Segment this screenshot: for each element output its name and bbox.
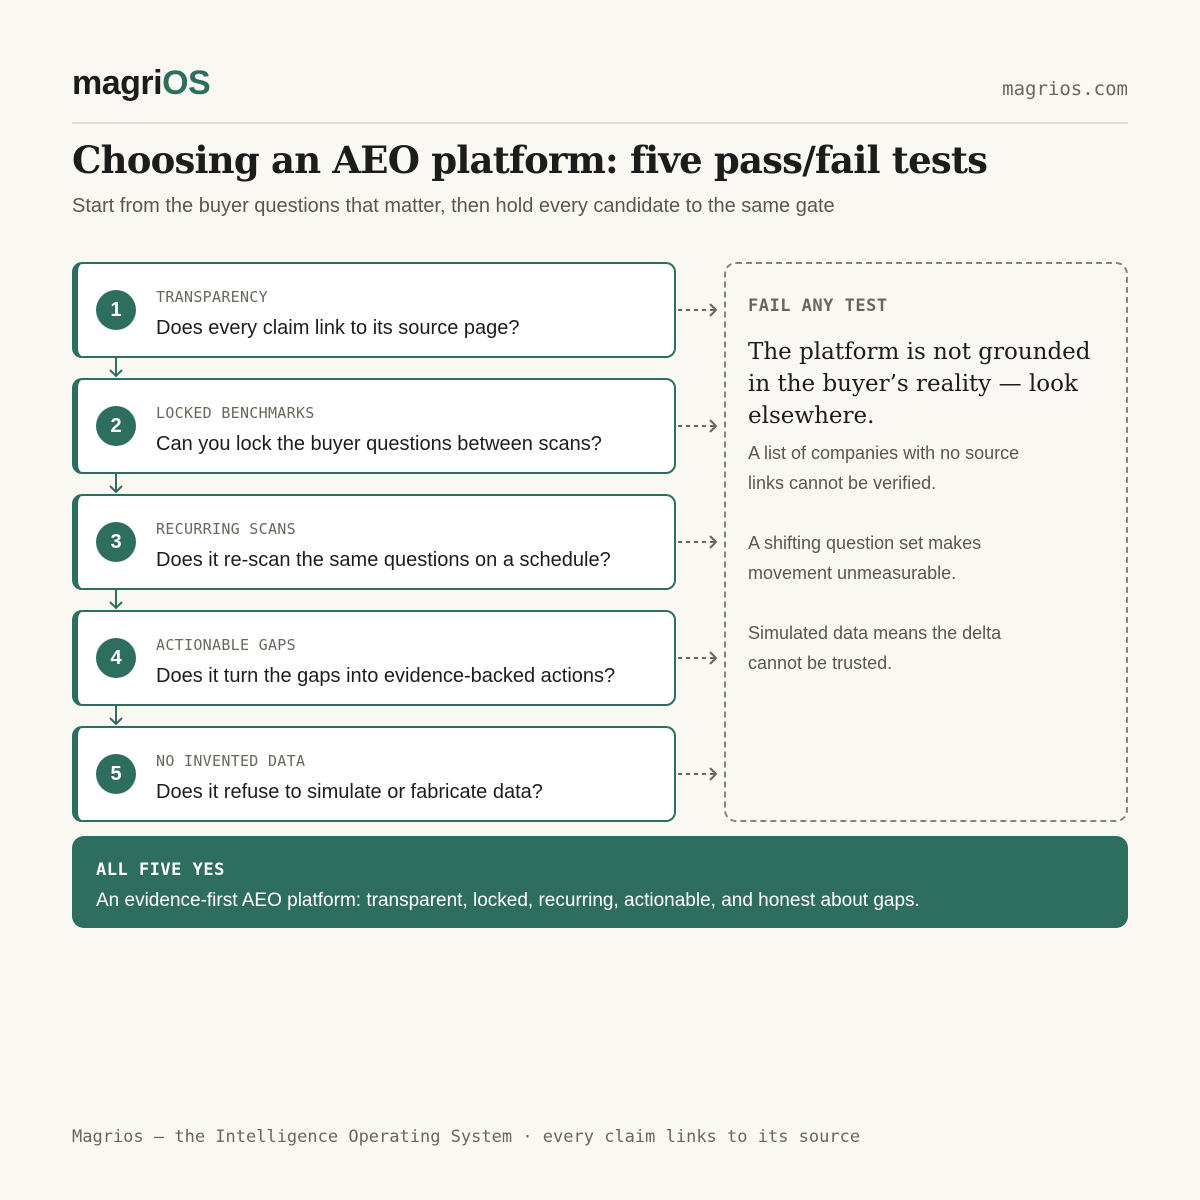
page-title: Choosing an AEO platform: five pass/fail tests xyxy=(72,138,988,182)
arrow-down-icon xyxy=(108,473,124,495)
logo-part-magri: magri xyxy=(72,64,163,102)
dashed-arrow-right-icon xyxy=(676,651,722,665)
step-question: Can you lock the buyer questions between scans? xyxy=(156,433,602,455)
dashed-arrow-right-icon xyxy=(676,767,722,781)
test-step-1 xyxy=(72,262,676,358)
step-label: NO INVENTED DATA xyxy=(156,752,306,770)
fail-note: A list of companies with no source links cannot be verified. xyxy=(748,443,1020,493)
arrow-down-icon xyxy=(108,589,124,611)
all-five-yes-box xyxy=(72,836,1128,928)
arrow-down-icon xyxy=(108,705,124,727)
step-question: Does it re-scan the same questions on a schedule? xyxy=(156,549,611,571)
footer-tagline: Magrios — the Intelligence Operating System · every claim links to its source xyxy=(72,1127,861,1147)
test-step-4 xyxy=(72,610,676,706)
page-subtitle: Start from the buyer questions that matter, then hold every candidate to the same gate xyxy=(72,195,835,217)
arrow-down-icon xyxy=(108,357,124,379)
step-label: LOCKED BENCHMARKS xyxy=(156,404,315,422)
logo xyxy=(72,64,210,103)
step-number-badge: 5 xyxy=(96,754,136,794)
step-number-badge: 1 xyxy=(96,290,136,330)
step-question: Does it refuse to simulate or fabricate data? xyxy=(156,781,543,803)
dashed-arrow-right-icon xyxy=(676,303,722,317)
dashed-arrow-right-icon xyxy=(676,419,722,433)
pass-text: An evidence-first AEO platform: transparent, locked, recurring, actionable, and honest about gaps. xyxy=(96,890,920,911)
test-step-3 xyxy=(72,494,676,590)
step-number-badge: 4 xyxy=(96,638,136,678)
header xyxy=(72,62,1128,124)
fail-note: A shifting question set makes movement unmeasurable. xyxy=(748,533,982,583)
fail-note: Simulated data means the delta cannot be trusted. xyxy=(748,623,1002,673)
step-number-badge: 3 xyxy=(96,522,136,562)
fail-title: FAIL ANY TEST xyxy=(748,296,888,316)
logo-part-os: OS xyxy=(162,64,211,102)
step-label: RECURRING SCANS xyxy=(156,520,296,538)
pass-title: ALL FIVE YES xyxy=(96,860,225,880)
step-question: Does every claim link to its source page? xyxy=(156,317,520,339)
test-step-5 xyxy=(72,726,676,822)
step-label: ACTIONABLE GAPS xyxy=(156,636,296,654)
step-label: TRANSPARENCY xyxy=(156,288,268,306)
step-question: Does it turn the gaps into evidence-backed actions? xyxy=(156,665,616,687)
site-url: magrios.com xyxy=(1002,78,1128,100)
dashed-arrow-right-icon xyxy=(676,535,722,549)
step-number-badge: 2 xyxy=(96,406,136,446)
fail-any-test-box xyxy=(724,262,1128,822)
fail-headline: The platform is not grounded in the buyer’s reality — look elsewhere. xyxy=(748,339,1091,429)
test-step-2 xyxy=(72,378,676,474)
